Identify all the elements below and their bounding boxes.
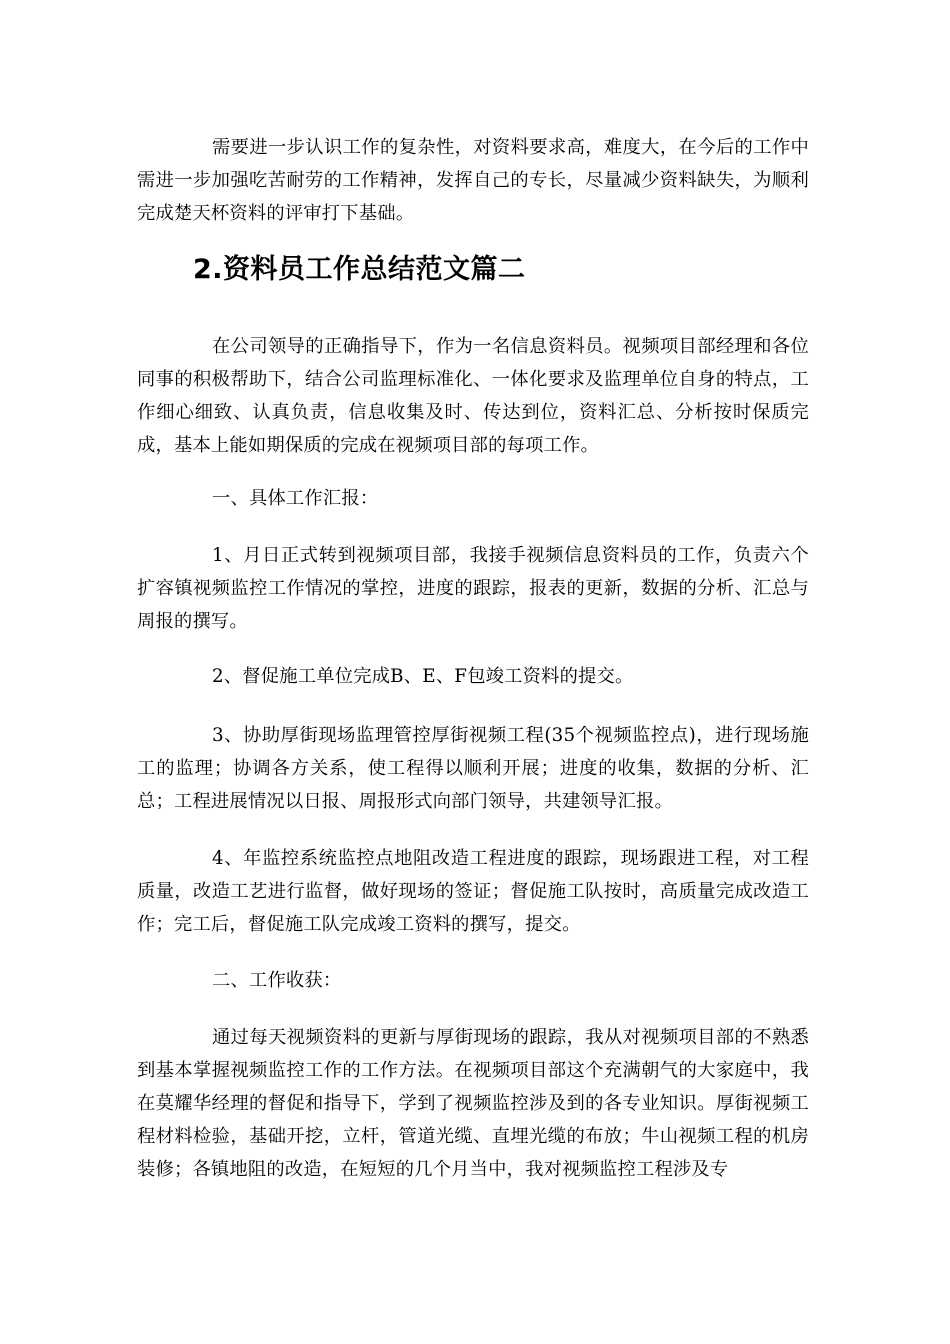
subheading-work-gains: 二、工作收获： bbox=[212, 970, 342, 991]
section-heading: 2.资料员工作总结范文篇二 bbox=[193, 254, 526, 285]
list-item-4: 4、年监控系统监控点地阻改造工程进度的跟踪，现场跟进工程，对工程质量，改造工艺进行监督，做好现场的签证；督促施工队按时，高质量完成改造工作；完工后，督促施工队完成竣工资料的撰写，提交。 bbox=[137, 848, 809, 935]
list-item-1: 1、月日正式转到视频项目部，我接手视频信息资料员的工作，负责六个扩容镇视频监控工作情况的掌控，进度的跟踪，报表的更新，数据的分析、汇总与周报的撰写。 bbox=[137, 545, 809, 632]
body-paragraph-gains: 通过每天视频资料的更新与厚街现场的跟踪，我从对视频项目部的不熟悉到基本掌握视频监控工作的工作方法。在视频项目部这个充满朝气的大家庭中，我在莫耀华经理的督促和指导下，学到了视频监控涉及到的各专业知识。厚街视频工程材料检验，基础开挖，立杆，管道光缆、直埋光缆的布放；牛山视频工程的机房装修；各镇地阻的改造，在短短的几个月当中，我对视频监控工程涉及专 bbox=[137, 1027, 809, 1180]
list-item-3: 3、协助厚街现场监理管控厚街视频工程(35个视频监控点)，进行现场施工的监理；协调各方关系，使工程得以顺利开展；进度的收集，数据的分析、汇总；工程进展情况以日报、周报形式向部门领导，共建领导汇报。 bbox=[137, 725, 809, 812]
intro-paragraph: 需要进一步认识工作的复杂性，对资料要求高，难度大，在今后的工作中需进一步加强吃苦耐劳的工作精神，发挥自己的专长，尽量减少资料缺失，为顺利完成楚天杯资料的评审打下基础。 bbox=[137, 137, 809, 224]
subheading-work-report: 一、具体工作汇报： bbox=[212, 488, 379, 509]
body-paragraph-1: 在公司领导的正确指导下，作为一名信息资料员。视频项目部经理和各位同事的积极帮助下，结合公司监理标准化、一体化要求及监理单位自身的特点，工作细心细致、认真负责，信息收集及时、传达到位，资料汇总、分析按时保质完成，基本上能如期保质的完成在视频项目部的每项工作。 bbox=[137, 336, 809, 456]
list-item-2: 2、督促施工单位完成B、E、F包竣工资料的提交。 bbox=[212, 666, 634, 687]
